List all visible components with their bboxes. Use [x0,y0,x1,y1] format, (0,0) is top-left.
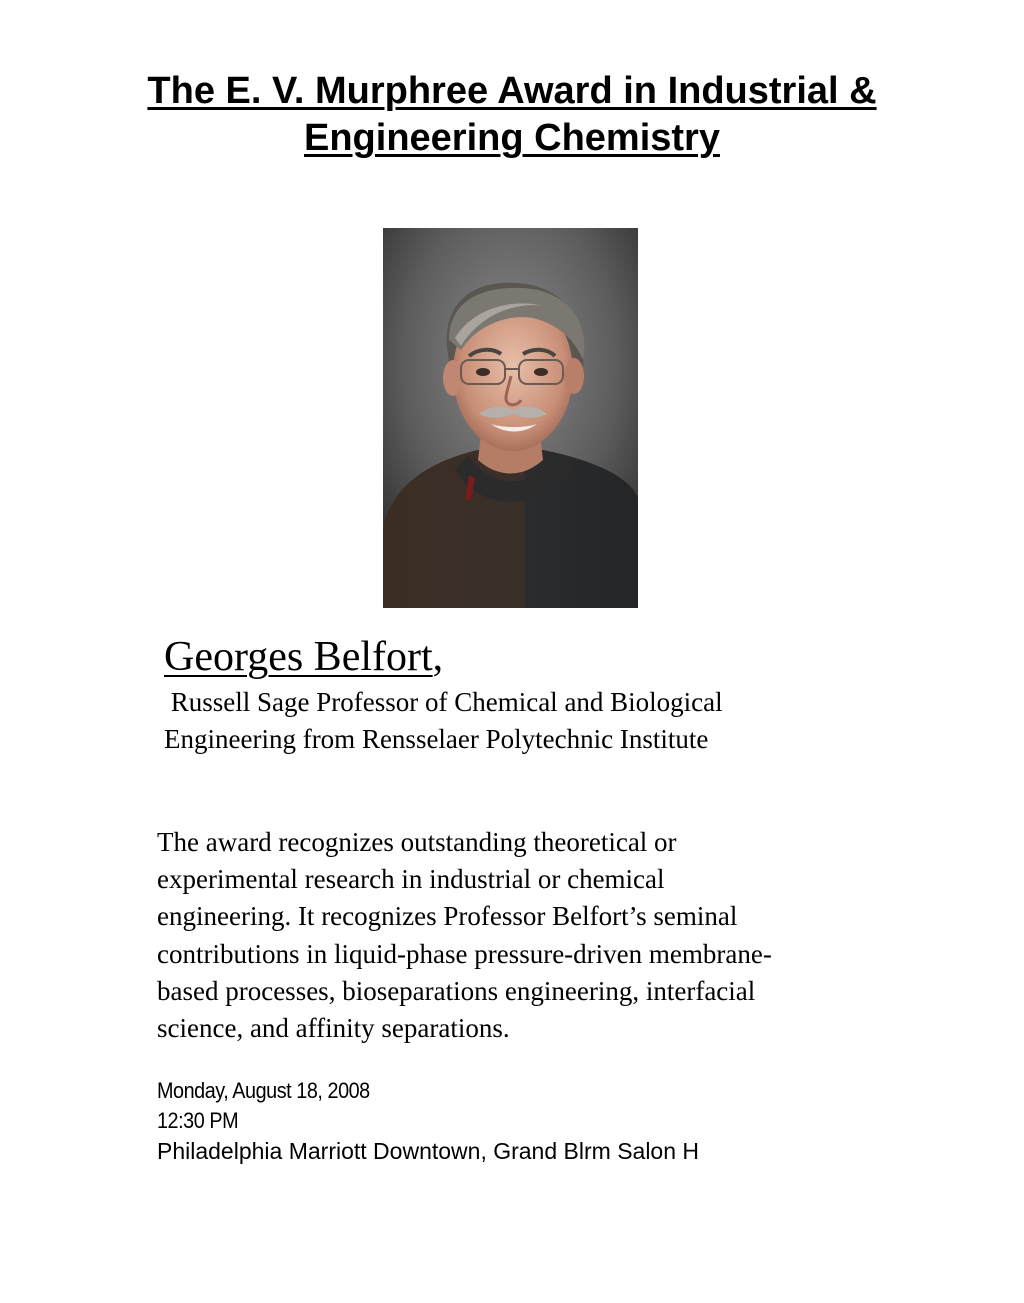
event-date: Monday, August 18, 2008 [157,1078,370,1103]
description-line: contributions in liquid-phase pressure-driven membrane- [157,938,772,969]
affiliation-line-2: Engineering from Rensselaer Polytechnic Institute [164,724,709,754]
affiliation-line-1: Russell Sage Professor of Chemical and Biological [164,687,723,717]
awardee-name: Georges Belfort [164,634,433,680]
description-line: engineering. It recognizes Professor Belfort’s seminal [157,901,738,932]
awardee-affiliation [164,684,864,758]
title-line-2: Engineering Chemistry [304,117,720,159]
award-description [157,824,897,1047]
description-line: science, and affinity separations. [157,1013,510,1044]
description-line: based processes, bioseparations engineering, interfacial [157,975,756,1006]
awardee-name-line [164,632,443,682]
description-line: The award recognizes outstanding theoretical or [157,827,677,857]
title-line-1: The E. V. Murphree Award in Industrial & [147,70,877,112]
event-details [157,1076,699,1166]
event-venue: Philadelphia Marriott Downtown, Grand Blrm Salon H [157,1138,700,1164]
event-time: 12:30 PM [157,1108,239,1133]
awardee-name-comma: , [432,634,444,680]
portrait-photo [383,228,638,608]
description-line: experimental research in industrial or chemical [157,864,665,895]
page-title [40,68,984,162]
